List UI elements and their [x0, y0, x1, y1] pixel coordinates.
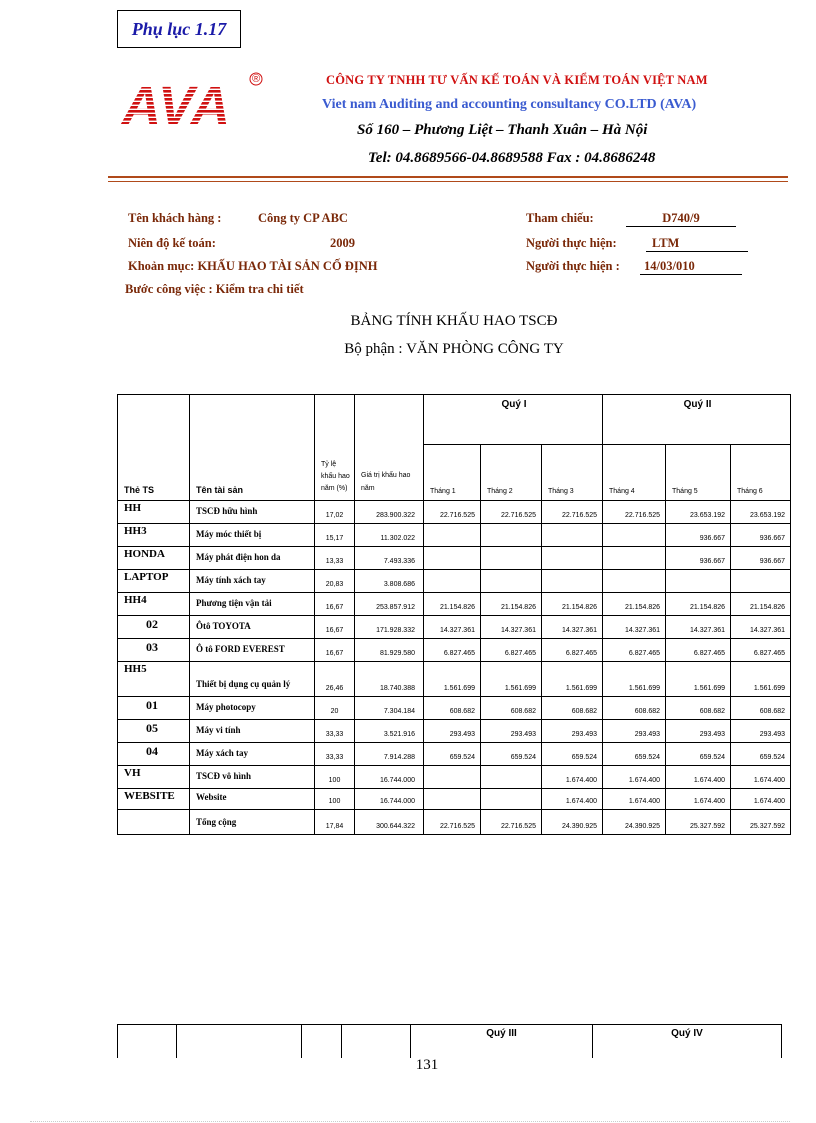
table-row: [118, 639, 791, 662]
depreciation-rate: 33,33: [315, 720, 355, 743]
annual-depreciation: 16.744.000: [355, 789, 424, 810]
annual-depreciation: 7.914.288: [355, 743, 424, 766]
table-row: [118, 766, 791, 789]
month-value: 659.524: [542, 743, 603, 766]
client-value: Công ty CP ABC: [258, 211, 348, 225]
month-value: 24.390.925: [542, 810, 603, 835]
month-value: 293.493: [666, 720, 731, 743]
header-rule: [108, 176, 788, 178]
month-value: 14.327.361: [666, 616, 731, 639]
performer-label: Người thực hiện:: [526, 236, 617, 250]
month-value: [481, 766, 542, 789]
annual-depreciation: 3.808.686: [355, 570, 424, 593]
asset-code: WEBSITE: [118, 789, 190, 810]
month-value: 608.682: [603, 697, 666, 720]
month-value: 293.493: [731, 720, 791, 743]
month-value: [424, 570, 481, 593]
page-bottom-border: [30, 1121, 790, 1122]
month-value: 6.827.465: [603, 639, 666, 662]
month-value: [481, 570, 542, 593]
month-value: [424, 789, 481, 810]
header-month: Tháng 4: [603, 445, 666, 501]
table-row: [118, 547, 791, 570]
depreciation-rate: 16,67: [315, 593, 355, 616]
asset-code: HONDA: [118, 547, 190, 570]
month-value: [731, 570, 791, 593]
annual-depreciation: 81.929.580: [355, 639, 424, 662]
asset-name: Thiết bị dụng cụ quản lý: [190, 662, 315, 697]
month-value: 24.390.925: [603, 810, 666, 835]
month-value: 14.327.361: [481, 616, 542, 639]
month-value: [603, 570, 666, 593]
depreciation-rate: 16,67: [315, 639, 355, 662]
month-value: 21.154.826: [481, 593, 542, 616]
company-contact: Tel: 04.8689566-04.8689588 Fax : 04.8686248: [368, 150, 656, 166]
month-value: [542, 547, 603, 570]
header-quarter-1: Quý I: [424, 395, 603, 445]
month-value: 21.154.826: [424, 593, 481, 616]
asset-name: TSCĐ vô hình: [190, 766, 315, 789]
month-value: 21.154.826: [731, 593, 791, 616]
continuation-table: [117, 1024, 782, 1058]
month-value: 14.327.361: [731, 616, 791, 639]
asset-name: Ôtô TOYOTA: [190, 616, 315, 639]
month-value: 1.674.400: [603, 789, 666, 810]
depreciation-rate: 16,67: [315, 616, 355, 639]
header-month: Tháng 1: [424, 445, 481, 501]
date-label: Người thực hiện :: [526, 259, 620, 273]
depreciation-rate: 33,33: [315, 743, 355, 766]
month-value: 25.327.592: [666, 810, 731, 835]
header-quarter-4: Quý IV: [593, 1025, 782, 1058]
date-value: 14/03/010: [640, 259, 742, 275]
month-value: 1.674.400: [542, 766, 603, 789]
depreciation-rate: 100: [315, 789, 355, 810]
asset-name: Website: [190, 789, 315, 810]
month-value: 659.524: [603, 743, 666, 766]
month-value: 936.667: [731, 524, 791, 547]
month-value: 23.653.192: [666, 501, 731, 524]
month-value: 14.327.361: [603, 616, 666, 639]
month-value: 936.667: [731, 547, 791, 570]
asset-code: LAPTOP: [118, 570, 190, 593]
month-value: [481, 547, 542, 570]
month-value: 936.667: [666, 524, 731, 547]
asset-name: Máy móc thiết bị: [190, 524, 315, 547]
month-value: 1.561.699: [424, 662, 481, 697]
month-value: 293.493: [481, 720, 542, 743]
department-title: Bộ phận : VĂN PHÒNG CÔNG TY: [344, 341, 564, 357]
asset-name: Máy phát điện hon da: [190, 547, 315, 570]
month-value: 1.674.400: [666, 766, 731, 789]
month-value: 608.682: [731, 697, 791, 720]
month-value: 659.524: [424, 743, 481, 766]
depreciation-rate: 20: [315, 697, 355, 720]
table-row: [118, 524, 791, 547]
month-value: 6.827.465: [481, 639, 542, 662]
month-value: 293.493: [542, 720, 603, 743]
month-value: 659.524: [731, 743, 791, 766]
asset-code: 01: [118, 697, 190, 720]
ava-logo: [118, 70, 268, 130]
company-name-vn: CÔNG TY TNHH TƯ VẤN KẾ TOÁN VÀ KIỂM TOÁN VIỆT NAM: [326, 73, 708, 87]
depreciation-rate: 17,84: [315, 810, 355, 835]
continuation-cell: [302, 1025, 342, 1058]
table-row: [118, 697, 791, 720]
annual-depreciation: 171.928.332: [355, 616, 424, 639]
month-value: 293.493: [603, 720, 666, 743]
month-value: 608.682: [666, 697, 731, 720]
header-month: Tháng 3: [542, 445, 603, 501]
continuation-cell: [177, 1025, 302, 1058]
annual-depreciation: 7.493.336: [355, 547, 424, 570]
asset-name: Tổng cộng: [190, 810, 315, 835]
annual-depreciation: 300.644.322: [355, 810, 424, 835]
header-quarter-2: Quý II: [603, 395, 791, 445]
month-value: 936.667: [666, 547, 731, 570]
month-value: 608.682: [481, 697, 542, 720]
header-name: Tên tài sản: [190, 395, 315, 501]
asset-name: Máy xách tay: [190, 743, 315, 766]
month-value: [666, 570, 731, 593]
table-title: BẢNG TÍNH KHẤU HAO TSCĐ: [350, 313, 558, 329]
month-value: 22.716.525: [424, 501, 481, 524]
month-value: 608.682: [542, 697, 603, 720]
month-value: 22.716.525: [603, 501, 666, 524]
client-label: Tên khách hàng :: [128, 211, 222, 225]
appendix-label: Phụ lục 1.17: [117, 10, 241, 48]
depreciation-rate: 100: [315, 766, 355, 789]
annual-depreciation: 7.304.184: [355, 697, 424, 720]
company-address: Số 160 – Phương Liệt – Thanh Xuân – Hà Nội: [357, 122, 648, 138]
annual-depreciation: 18.740.388: [355, 662, 424, 697]
month-value: [481, 789, 542, 810]
month-value: [542, 570, 603, 593]
month-value: 14.327.361: [424, 616, 481, 639]
annual-depreciation: 3.521.916: [355, 720, 424, 743]
table-row: [118, 570, 791, 593]
month-value: 1.674.400: [731, 766, 791, 789]
asset-name: Máy tính xách tay: [190, 570, 315, 593]
table-row: [118, 501, 791, 524]
annual-depreciation: 283.900.322: [355, 501, 424, 524]
month-value: 1.674.400: [542, 789, 603, 810]
account-item: Khoản mục: KHẤU HAO TÀI SẢN CỐ ĐỊNH: [128, 259, 378, 273]
depreciation-rate: 13,33: [315, 547, 355, 570]
month-value: 1.674.400: [666, 789, 731, 810]
asset-code: VH: [118, 766, 190, 789]
asset-name: Máy photocopy: [190, 697, 315, 720]
month-value: 25.327.592: [731, 810, 791, 835]
depreciation-rate: 20,83: [315, 570, 355, 593]
header-month: Tháng 5: [666, 445, 731, 501]
month-value: 6.827.465: [542, 639, 603, 662]
asset-name: Ô tô FORD EVEREST: [190, 639, 315, 662]
month-value: 14.327.361: [542, 616, 603, 639]
table-row: [118, 662, 791, 697]
table-row: [118, 616, 791, 639]
header-base: Giá trị khấu hao năm: [355, 395, 424, 501]
table-row: [118, 743, 791, 766]
asset-code: 05: [118, 720, 190, 743]
header-month: Tháng 6: [731, 445, 791, 501]
month-value: 1.561.699: [731, 662, 791, 697]
month-value: 21.154.826: [666, 593, 731, 616]
reference-label: Tham chiếu:: [526, 211, 594, 225]
depreciation-rate: 17,02: [315, 501, 355, 524]
asset-code: HH3: [118, 524, 190, 547]
month-value: 21.154.826: [603, 593, 666, 616]
reference-value: D740/9: [626, 211, 736, 227]
table-row: [118, 789, 791, 810]
month-value: 608.682: [424, 697, 481, 720]
table-row: [118, 720, 791, 743]
month-value: 23.653.192: [731, 501, 791, 524]
month-value: [542, 524, 603, 547]
month-value: 22.716.525: [424, 810, 481, 835]
month-value: [424, 766, 481, 789]
work-step: Bước công việc : Kiểm tra chi tiết: [125, 282, 304, 296]
annual-depreciation: 253.857.912: [355, 593, 424, 616]
year-label: Niên độ kế toán:: [128, 236, 216, 250]
month-value: 22.716.525: [481, 501, 542, 524]
asset-name: Máy vi tính: [190, 720, 315, 743]
month-value: 1.674.400: [603, 766, 666, 789]
annual-depreciation: 16.744.000: [355, 766, 424, 789]
month-value: 659.524: [481, 743, 542, 766]
logo-text: AVA: [122, 76, 231, 130]
month-value: 293.493: [424, 720, 481, 743]
month-value: 1.561.699: [666, 662, 731, 697]
header-rule-thin: [108, 181, 788, 182]
month-value: [603, 547, 666, 570]
continuation-cell: [342, 1025, 411, 1058]
depreciation-table: [117, 394, 791, 835]
continuation-cell: [118, 1025, 177, 1058]
header-quarter-3: Quý III: [411, 1025, 593, 1058]
header-month: Tháng 2: [481, 445, 542, 501]
asset-code: 02: [118, 616, 190, 639]
asset-code: 03: [118, 639, 190, 662]
month-value: 6.827.465: [666, 639, 731, 662]
table-row: [118, 593, 791, 616]
month-value: 21.154.826: [542, 593, 603, 616]
header-rate: Tỷ lệ khấu hao năm (%): [315, 395, 355, 501]
asset-code: HH4: [118, 593, 190, 616]
month-value: 1.561.699: [603, 662, 666, 697]
month-value: 22.716.525: [481, 810, 542, 835]
asset-code: HH5: [118, 662, 190, 697]
company-name-en: Viet nam Auditing and accounting consultancy CO.LTD (AVA): [322, 97, 697, 112]
month-value: 22.716.525: [542, 501, 603, 524]
month-value: 659.524: [666, 743, 731, 766]
month-value: [424, 524, 481, 547]
asset-name: TSCĐ hữu hình: [190, 501, 315, 524]
depreciation-rate: 15,17: [315, 524, 355, 547]
asset-code: [118, 810, 190, 835]
annual-depreciation: 11.302.022: [355, 524, 424, 547]
asset-code: HH: [118, 501, 190, 524]
asset-name: Phương tiện vận tải: [190, 593, 315, 616]
month-value: [424, 547, 481, 570]
month-value: [603, 524, 666, 547]
asset-code: 04: [118, 743, 190, 766]
month-value: 6.827.465: [731, 639, 791, 662]
month-value: 1.674.400: [731, 789, 791, 810]
performer-value: LTM: [646, 236, 748, 252]
depreciation-rate: 26,46: [315, 662, 355, 697]
year-value: 2009: [330, 236, 355, 250]
table-row: [118, 810, 791, 835]
header-code: Thẻ TS: [118, 395, 190, 501]
page-number: 131: [415, 1057, 439, 1073]
month-value: 1.561.699: [542, 662, 603, 697]
logo-registered-mark: ®: [251, 73, 261, 85]
month-value: 1.561.699: [481, 662, 542, 697]
month-value: [481, 524, 542, 547]
month-value: 6.827.465: [424, 639, 481, 662]
